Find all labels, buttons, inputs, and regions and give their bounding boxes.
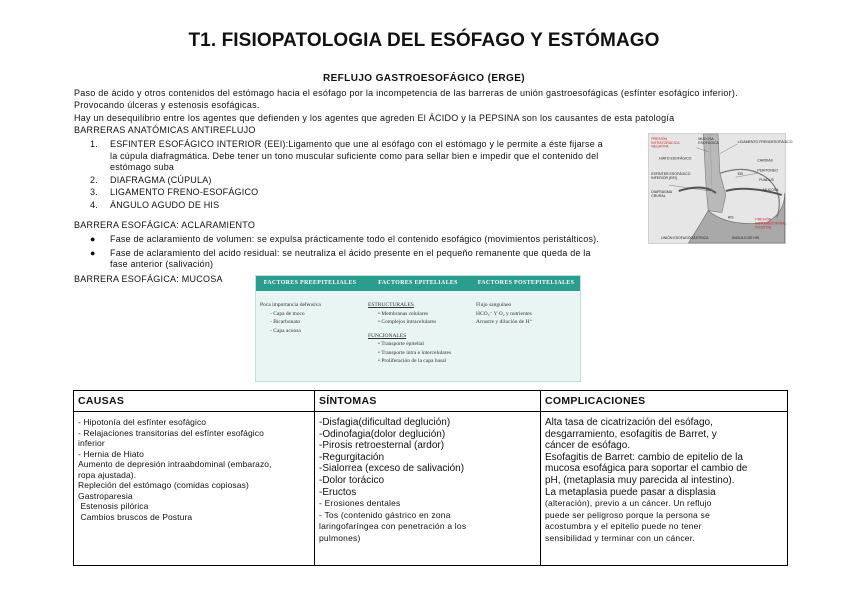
sintoma-line: -Disfagia(dificultad deglución) <box>319 417 451 428</box>
factor-text: FUNCIONALES <box>368 332 407 339</box>
intro-line-1: Paso de ácido y otros contenidos del estómago hacia el esófago por la incompetencia de las barreras de unión gastroesofágicas (esfínter esofágico inferior). <box>74 88 738 98</box>
causa-line: - Hipotonía del esfínter esofágico <box>78 417 207 427</box>
complicacion-line: pH, (metaplasia muy parecida al intestino). <box>545 474 735 486</box>
anatomy-label: DIAFRAGMA <box>651 189 673 194</box>
list-text: LIGAMENTO FRENO-ESOFÁGICO <box>110 187 259 197</box>
anatomy-label: POSITIVA <box>755 225 772 230</box>
factores-header-epi: FACTORES EPITELIALES <box>378 280 458 286</box>
factor-text: Complejos intracelulares <box>381 319 437 325</box>
sintomas-cell <box>315 412 541 566</box>
anatomy-label: ESFÍNTER ESOFÁGICO <box>651 172 691 177</box>
table-header-row <box>74 391 788 412</box>
causa-line: Repleción del estómago (comidas copiosas) <box>78 480 249 490</box>
barreras-anatomicas-heading: BARRERAS ANATÓMICAS ANTIREFLUJO <box>74 125 256 135</box>
header-sintomas: SÍNTOMAS <box>315 391 541 412</box>
list-item <box>90 234 650 246</box>
anatomy-label: INFERIOR (EEI) <box>651 176 678 181</box>
anatomy-label: PRESIÓN <box>651 136 668 141</box>
factores-post-col <box>472 301 580 366</box>
list-text: DIAFRAGMA (CÚPULA) <box>110 174 212 185</box>
factores-header-pre: FACTORES PREEPITELIALES <box>263 280 357 286</box>
causa-line: Gastroparesia <box>78 490 133 501</box>
factor-text: Transporte epitelial <box>381 341 424 347</box>
anatomy-label: HIS <box>727 215 734 220</box>
factor-text: Poca importancia defensiva <box>260 302 321 308</box>
factor-text: Transporte intra e intercelulares <box>381 349 452 356</box>
causas-sintomas-table <box>73 390 788 566</box>
factor-text: Membranas celulares <box>381 310 429 317</box>
header-causas: CAUSAS <box>74 391 315 412</box>
list-number: 3. <box>90 187 98 197</box>
anatomy-label: CARDIAS <box>757 158 773 163</box>
factores-body <box>256 291 580 366</box>
sintoma-line: - Erosiones dentales <box>319 498 401 509</box>
list-item <box>90 187 640 199</box>
mucosa-heading: BARRERA ESOFÁGICA: MUCOSA <box>74 274 223 284</box>
list-text: fase anterior (salivación) <box>110 259 214 269</box>
intro-line-2: Provocando úlceras y estenosis esofágicas. <box>74 100 260 110</box>
list-text: Fase de aclaramiento de volumen: se expulsa prácticamente todo el contenido esofágico (movimientos peristálticos). <box>110 234 600 244</box>
anatomy-illustration <box>649 134 793 243</box>
factor-text: Bicarbonato <box>273 319 301 325</box>
factor-text: Proliferación de la capa basal <box>381 358 447 364</box>
sintoma-line: -Regurgitación <box>319 451 385 463</box>
complicaciones-cell <box>541 412 788 566</box>
list-number: 1. <box>90 139 98 149</box>
anatomy-label: NEGATIVA <box>651 144 669 149</box>
factor-text: Arrastre y dilución de H⁺ <box>476 319 533 325</box>
anatomy-label: ÁNGULO DE HIS <box>731 236 760 241</box>
factor-text: Flujo sanguíneo <box>476 302 512 308</box>
anatomy-diagram <box>648 133 793 244</box>
list-number: 4. <box>90 199 98 210</box>
intro-line-3: Hay un desequilibrio entre los agentes que defienden y los agentes que agreden El ÁCIDO y la PEPSINA son los causantes de esta patología <box>74 113 675 123</box>
complicacion-line: Esofagitis de Barret: cambio de epitelio de la <box>545 451 743 463</box>
complicacion-line: desgarramiento, esofagitis de Barret, y <box>545 428 717 440</box>
bullet: ● <box>90 234 96 244</box>
complicacion-line: (alteración), previo a un cáncer. Un reflujo <box>545 498 712 509</box>
factor-text: Capa de moco <box>273 310 305 317</box>
causas-cell <box>74 412 315 566</box>
aclaramiento-list <box>90 234 650 271</box>
reflujo-heading: REFLUJO GASTROESOFÁGICO (ERGE) <box>322 73 525 84</box>
sintoma-line: - Tos (contenido gástrico en zona <box>319 509 451 520</box>
anatomy-label: FUNDUS <box>759 178 774 183</box>
complicacion-line: La metaplasia puede pasar a displasia <box>545 486 716 498</box>
factor-text: HCO₃⁻ Y O₂ y nutrientes <box>476 310 532 317</box>
list-text: ÁNGULO AGUDO DE HIS <box>110 199 220 210</box>
sintoma-line: -Sialorrea (exceso de salivación) <box>319 463 465 475</box>
sintoma-line: -Eructos <box>319 486 357 498</box>
anatomy-label: INTRATORÁCICA <box>651 140 680 145</box>
sintoma-line: -Dolor torácico <box>319 474 385 486</box>
complicacion-line: mucosa esofágica para soportar el cambio de <box>545 463 748 475</box>
list-text: la cúpula diafragmática. Debe tener un tono muscular suficiente como para sellar bien e impedir que el contenido del <box>110 150 599 161</box>
aclaramiento-heading: BARRERA ESOFÁGICA: ACLARAMIENTO <box>74 220 256 230</box>
list-text: ESFINTER ESOFÁGICO INTERIOR (EEI):Ligamento que une al esófago con el estómago y le permite a éste fijarse a <box>110 139 603 149</box>
list-text: estómago suba <box>110 162 175 172</box>
anatomy-label: PERITONEO <box>757 168 778 173</box>
factores-header <box>256 276 580 291</box>
sintoma-line: laringofaríngea con penetración a los <box>319 521 467 532</box>
list-item <box>90 248 650 271</box>
sintoma-line: -Pirosis retroesternal (ardor) <box>319 440 445 452</box>
complicacion-line: sensibilidad y terminar con un cáncer. <box>545 532 695 543</box>
list-item <box>90 175 640 187</box>
anatomy-label: EEI <box>737 172 744 177</box>
anatomy-label: MUCOSA <box>763 187 779 192</box>
page-title: T1. FISIOPATOLOGIA DEL ESÓFAGO Y ESTÓMAGO <box>188 30 660 51</box>
causa-line: Estenosis pilórica <box>78 501 149 511</box>
list-text: Fase de aclaramiento del acido residual: se neutraliza el ácido presente en el pequeño remanente que queda de la <box>110 247 591 258</box>
causa-line: ropa ajustada). <box>78 469 137 480</box>
complicacion-line: acostumbra y el epitelio puede no tener <box>545 521 702 532</box>
sintoma-line: pulmones) <box>319 532 361 543</box>
factor-text: ESTRUCTURALES <box>368 302 414 308</box>
anatomy-label: PRESIÓN <box>755 217 772 222</box>
complicacion-line: Alta tasa de cicatrización del esófago, <box>545 417 713 428</box>
causa-line: inferior <box>78 438 105 448</box>
factor-text: Capa acuosa <box>273 327 301 334</box>
anatomy-label: ESOFÁGICA <box>698 140 719 145</box>
complicacion-line: cáncer de esófago. <box>545 440 631 452</box>
factores-epi-col: ESTRUCTURALES • Membranas celulares • Complejos intracelulares FUNCIONALES • Transporte epitelial • Transporte intra e intercelulares • Proliferación de la capa basal <box>364 301 472 366</box>
anatomy-label: CRURAL <box>651 193 666 198</box>
causa-line: Aumento de depresión intraabdominal (embarazo, <box>78 459 272 469</box>
causa-line: - Relajaciones transitorias del esfínter esofágico <box>78 427 264 438</box>
anatomy-label: HIATO ESOFÁGICO <box>659 156 692 161</box>
sintoma-line: -Odinofagia(dolor deglución) <box>319 428 446 440</box>
complicacion-line: puede ser peligroso porque la persona se <box>545 509 710 520</box>
factores-header-post: FACTORES POSTEPITELIALES <box>477 280 575 286</box>
bullet: ● <box>90 247 96 258</box>
causa-line: Cambios bruscos de Postura <box>78 511 193 522</box>
list-number: 2. <box>90 174 98 185</box>
list-item <box>90 139 640 174</box>
factores-table <box>255 275 581 382</box>
anatomy-label: UNIÓN ESOFAGOGÁSTRICA <box>661 236 709 241</box>
factores-pre-col: Poca importancia defensiva - Capa de moco - Bicarbonato - Capa acuosa <box>256 301 364 366</box>
anatomy-label: INTRAABDOMINAL <box>755 221 787 226</box>
header-complicaciones: COMPLICACIONES <box>541 391 788 412</box>
causa-line: - Hernia de Hiato <box>78 448 144 459</box>
table-row <box>74 412 788 566</box>
list-item <box>90 200 640 212</box>
anatomy-label: MUCOSA <box>698 136 714 141</box>
anatomy-label: LIGAMENTO FRENOESOFÁGICO <box>737 139 793 144</box>
barreras-anatomicas-list <box>90 139 640 211</box>
